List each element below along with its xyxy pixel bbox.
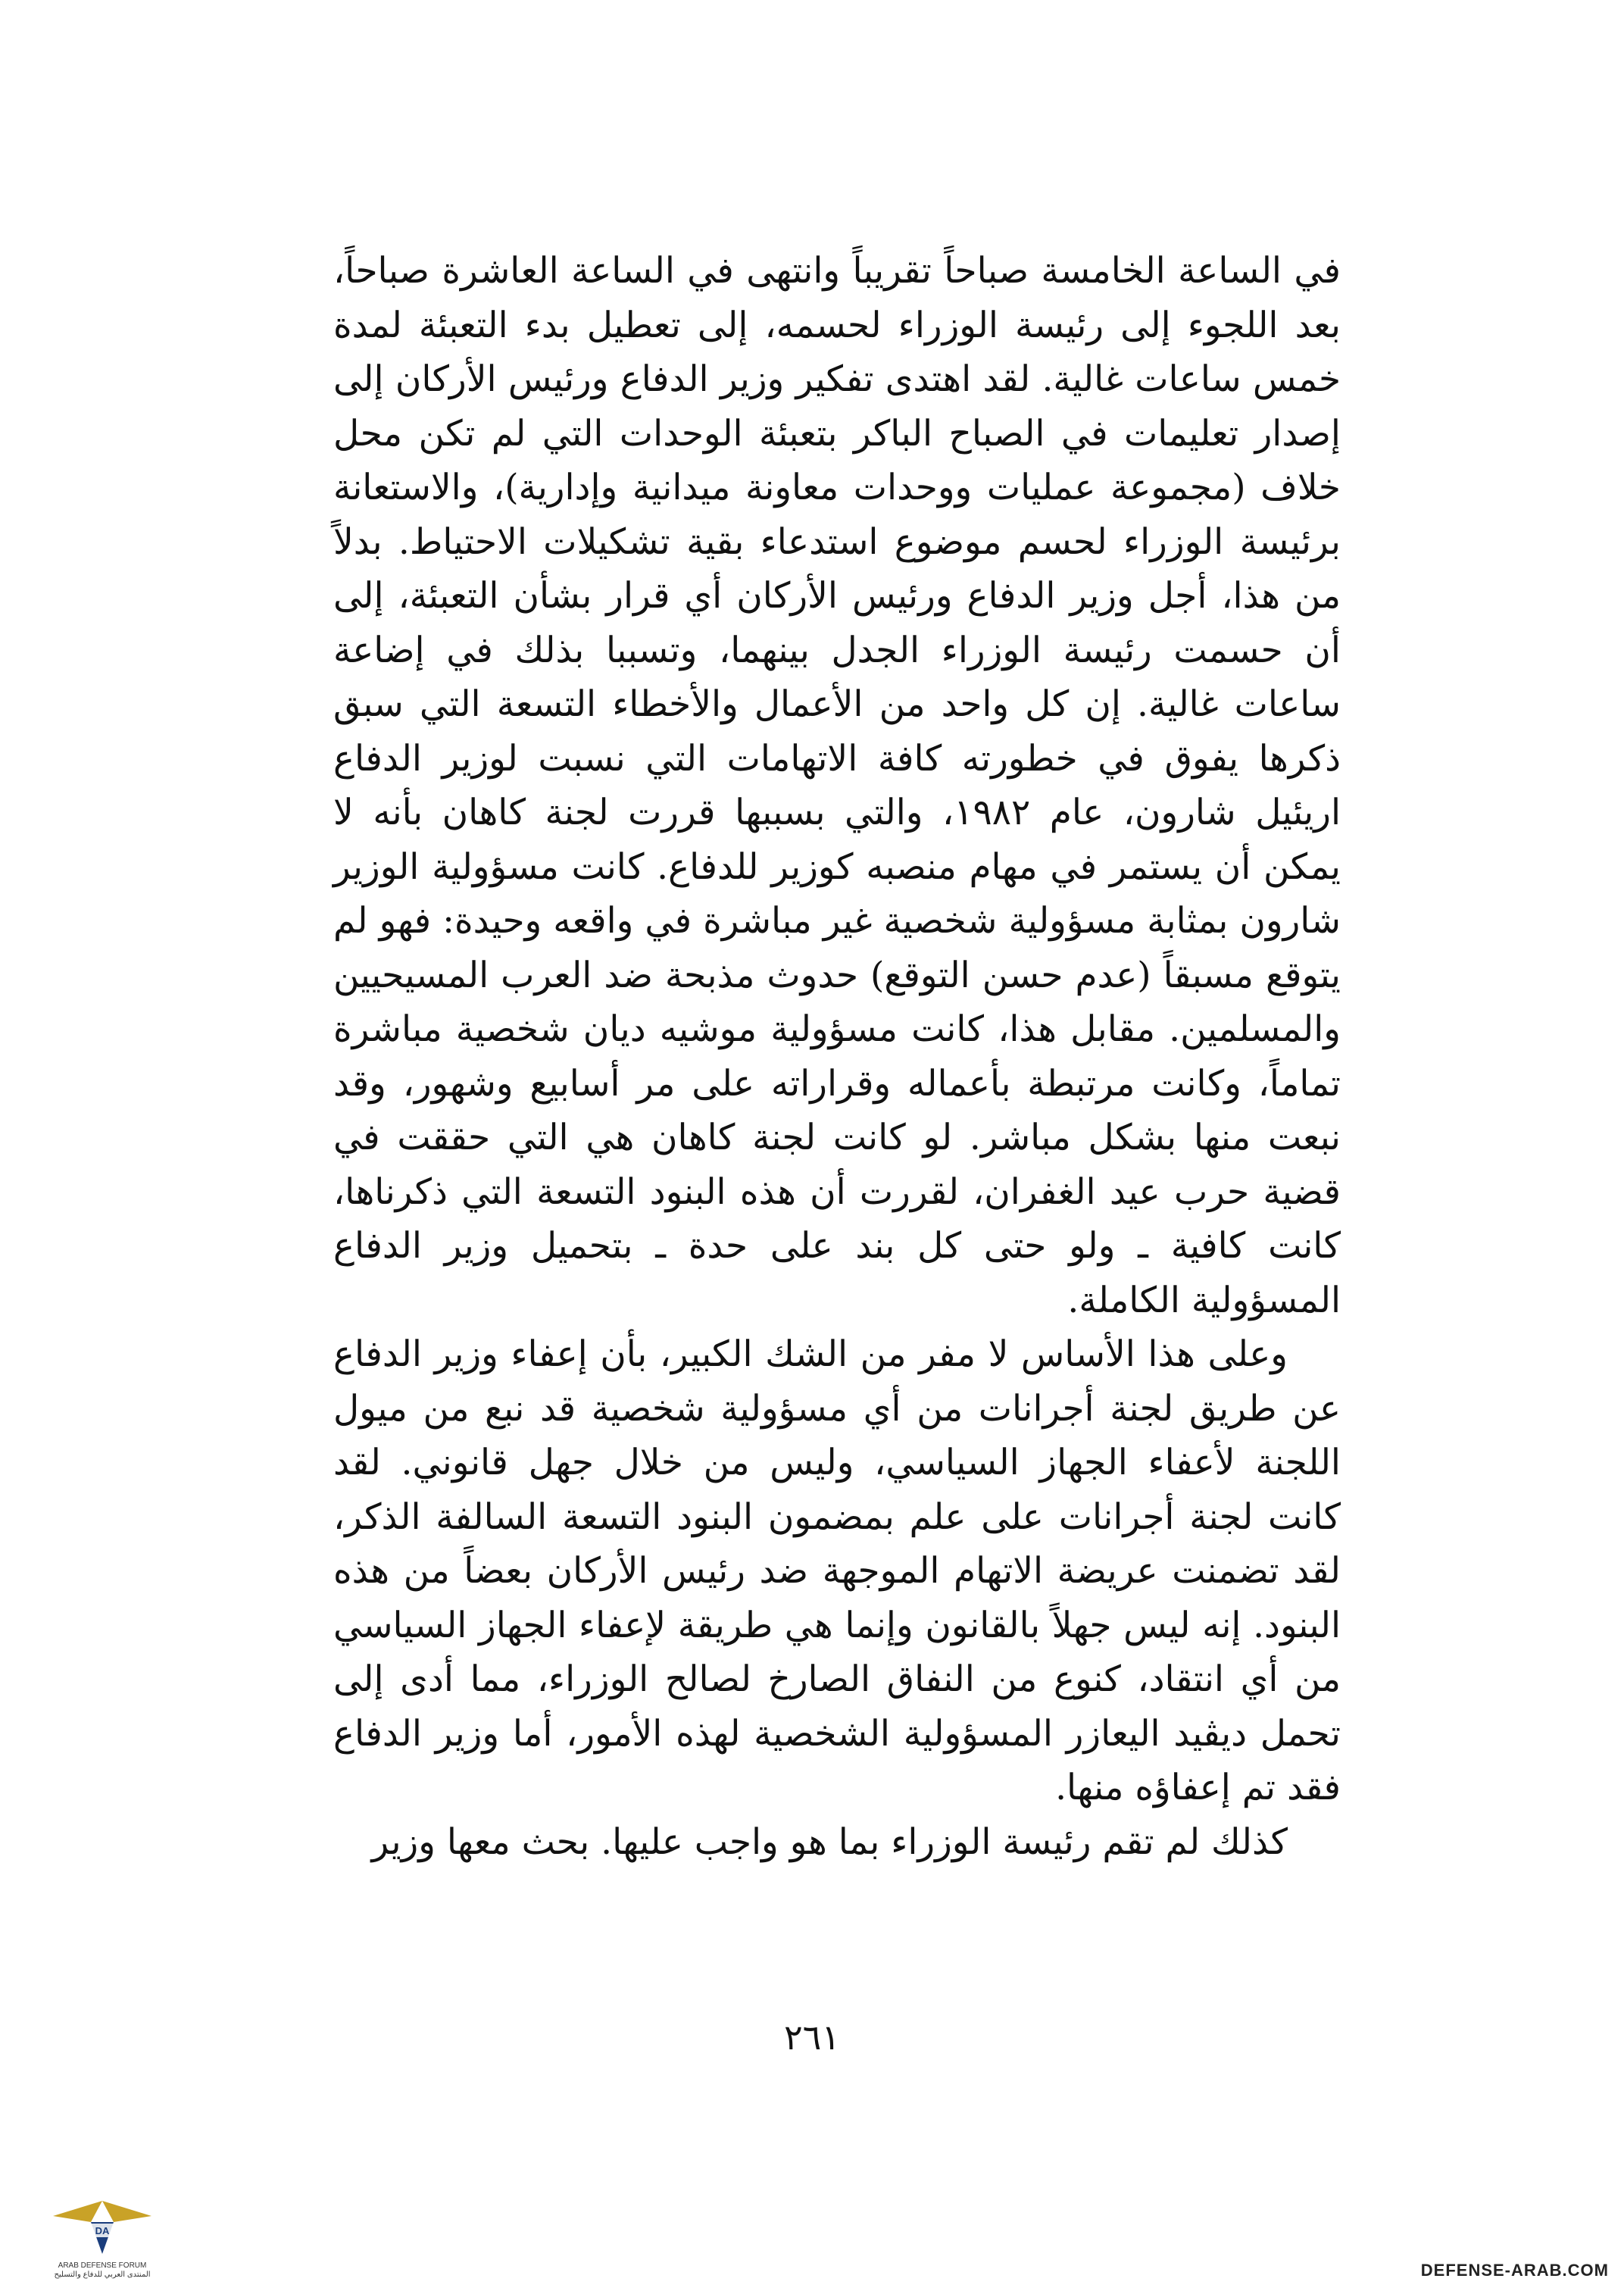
paragraph-1: في الساعة الخامسة صباحاً تقريباً وانتهى في الساعة العاشرة صباحاً، بعد اللجوء إلى رئيسة الوزراء لحسمه، إلى تعطيل بدء التعبئة لمدة خمس ساعات غالية. لقد اهتدى تفكير وزير الدفاع ورئيس الأركان إلى إصدار تعليمات في الصباح الباكر بتعبئة الوحدات التي لم تكن محل خلاف (مجموعة عمليات ووحدات معاونة ميدانية وإدارية)، والاستعانة برئيسة الوزراء لحسم موضوع استدعاء بقية تشكيلات الاحتياط. بدلاً من هذا، أجل وزير الدفاع ورئيس الأركان أي قرار بشأن التعبئة، إلى أن حسمت رئيسة الوزراء الجدل بينهما، وتسببا بذلك في إضاعة ساعات غالية. إن كل واحد من الأعمال والأخطاء التسعة التي سبق ذكرها يفوق في خطورته كافة الاتهامات التي نسبت لوزير الدفاع اريئيل شارون، عام ١٩٨٢، والتي بسببها قررت لجنة كاهان بأنه لا يمكن أن يستمر في مهام منصبه كوزير للدفاع. كانت مسؤولية الوزير شارون بمثابة مسؤولية شخصية غير مباشرة في واقعه وحيدة: فهو لم يتوقع مسبقاً (عدم حسن التوقع) حدوث مذبحة ضد العرب المسيحيين والمسلمين. مقابل هذا، كانت مسؤولية موشيه ديان شخصية مباشرة تماماً، وكانت مرتبطة بأعماله وقراراته على مر أسابيع وشهور، وقد نبعت منها بشكل مباشر. لو كانت لجنة كاهان هي التي حققت في قضية حرب عيد الغفران، لقررت أن هذه البنود التسعة التي ذكرناها، كانت كافية ـ ولو حتى كل بند على حدة ـ بتحميل وزير الدفاع المسؤولية الكاملة. [333, 250, 1341, 1321]
svg-text:DA: DA [95, 2225, 110, 2236]
site-watermark: DEFENSE-ARAB.COM [1420, 2261, 1609, 2280]
paragraph-2: وعلى هذا الأساس لا مفر من الشك الكبير، بأن إعفاء وزير الدفاع عن طريق لجنة أجرانات من أي مسؤولية شخصية قد نبع من ميول اللجنة لأعفاء الجهاز السياسي، وليس من خلال جهل قانوني. لقد كانت لجنة أجرانات على علم بمضمون البنود التسعة السالفة الذكر، لقد تضمنت عريضة الاتهام الموجهة ضد رئيس الأركان بعضاً من هذه البنود. إنه ليس جهلاً بالقانون وإنما هي طريقة لإعفاء الجهاز السياسي من أي انتقاد، كنوع من النفاق الصارخ لصالح الوزراء، مما أدى إلى تحمل ديڤيد اليعازر المسؤولية الشخصية لهذه الأمور، أما وزير الدفاع فقد تم إعفاؤه منها. [333, 1333, 1341, 1808]
page-number: ٢٦١ [783, 2017, 841, 2058]
eagle-logo-icon [45, 2193, 159, 2261]
body-text [333, 244, 1341, 1869]
paragraph-3: كذلك لم تقم رئيسة الوزراء بما هو واجب عليها. بحث معها وزير [371, 1821, 1288, 1863]
logo-caption: ARAB DEFENSE FORUM [58, 2261, 147, 2270]
logo-subcaption: المنتدى العربي للدفاع والتسليح [54, 2271, 151, 2279]
forum-logo [30, 2193, 174, 2288]
